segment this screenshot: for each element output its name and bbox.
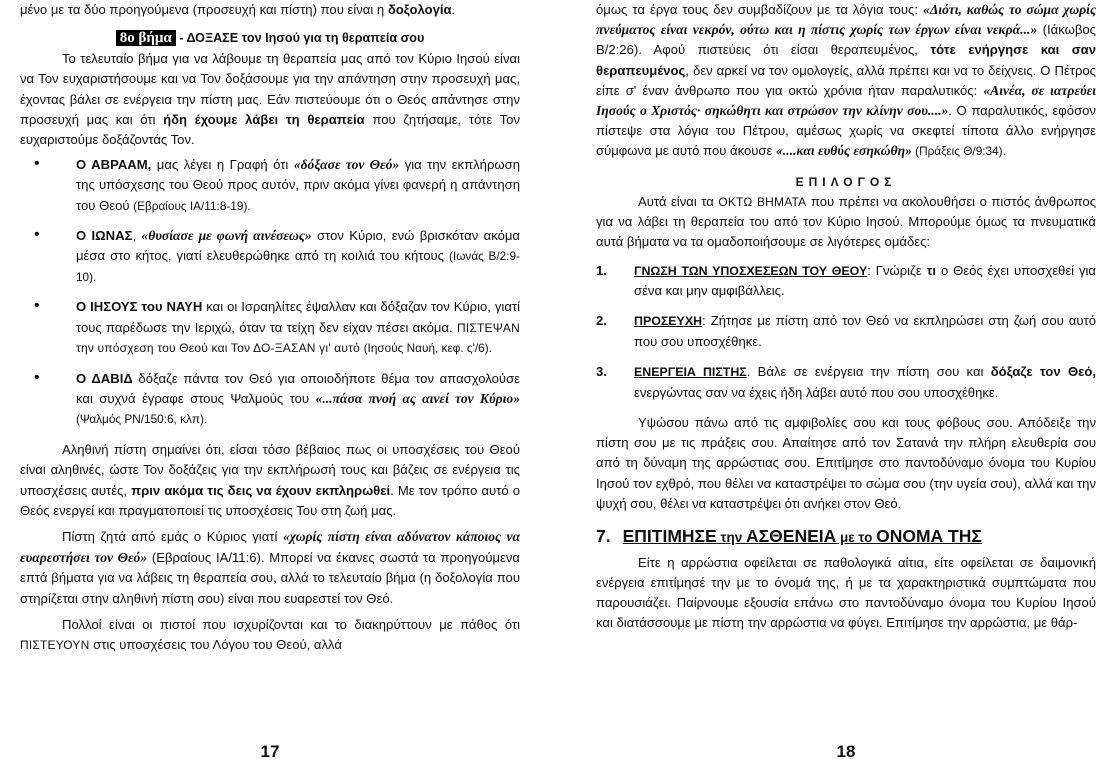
bullet-icon: • <box>34 297 40 315</box>
step-tag: 8ο βήμα <box>116 30 176 46</box>
list-item: • Ο ΔΑΒΙΔ δόξαζε πάντα τον Θεό για οποιοδήποτε θέμα τον απασχολούσε και συχνά έγραφε στους Ψαλμούς του «...πάσα πνοή ας αινεί τον Κύριο» (Ψαλμός ΡΝ/150:6, κλπ). <box>34 368 520 427</box>
summary-steps <box>596 261 1096 403</box>
list-item: 2. ΠΡΟΣΕΥΧΗ: Ζήτησε με πίστη από τον Θεό να εκπληρώσει στη ζωή σου αυτό που σου υποσχέθηκε. <box>596 313 1096 349</box>
page-number: 18 <box>836 742 856 761</box>
paragraph: Είτε η αρρώστια οφείλεται σε παθολογικά αίτια, είτε οφείλεται σε δαιμονική ενέργεια επιτίμησέ την με το όνομά της, ή με τα χαρακτηριστικά συμπτώματα που παρουσιάζει. Παίρνουμε εξουσία επάνω στο παντοδύναμο όνομα του Κυρίου Ιησού και διατάσσουμε με πίστη την αρρώστια να φύγει. Επιτίμησε την αρρώστια, με θάρ- <box>596 554 1096 631</box>
paragraph: Αληθινή πίστη σημαίνει ότι, είσαι τόσο βέβαιος πως οι υποσχέσεις του Θεού είναι αληθινές, ώστε Τον δοξάζεις για την εκπλήρωσή τους και βάζεις σε ενέργεια τις υποσχέσεις αυτές, πριν ακόμα τις δεις να έχουν εκπληρωθεί. Με τον τρόπο αυτό ο Θεός ενεργεί και πραγματοποιεί τις υποσχέσεις Του στη ζωή μας. <box>20 441 521 518</box>
right-page <box>596 0 1096 772</box>
paragraph: Το τελευταίο βήμα για να λάβουμε τη θεραπεία μας από τον Κύριο Ιησού είναι να Τον ευχαριστήσουμε και να Τον δοξάσουμε για την απάντηση στην προσευχή μας, έχοντας βάλει σε ενέργεια την πίστη μας. Εάν πιστεύουμε ότι ο Θεός απάντησε στην προσευχή μας και ότι ήδη έχουμε λάβει τη θεραπεία που ζητήσαμε, τότε Τον ευχαριστούμε δοξάζοντάς Τον. <box>20 50 520 148</box>
epilogue-heading: ΕΠΙΛΟΓΟΣ <box>795 174 897 189</box>
left-page <box>20 0 520 772</box>
paragraph: Αυτά είναι τα ΟΚΤΩ ΒΗΜΑΤΑ που πρέπει να ακολουθήσει ο πιστός άνθρωπος για να λάβει τη θεραπεία του από τον Κύριο Ιησού. Μπορούμε όμως τα πνευματικά αυτά βήματα να τα ομαδοποιήσουμε σε λιγότερες ομάδες: <box>596 194 1097 250</box>
section-heading: 7. ΕΠΙΤΙΜΗΣΕ την ΑΣΘΕΝΕΙΑ με το ΟΝΟΜΑ ΤΗΣ <box>596 526 982 547</box>
list-item: • Ο ΙΩΝΑΣ, «θυσίασε με φωνή αινέσεως» στον Κύριο, ενώ βρισκόταν ακόμα μέσα στο κήτος, γιατί ελευθερώθηκε από τη κοιλιά του κήτους (Ιωνάς Β/2:9-10). <box>34 226 520 284</box>
list-item: 1. ΓΝΩΣΗ ΤΩΝ ΥΠΟΣΧΕΣΕΩΝ ΤΟΥ ΘΕΟΥ: Γνώριζε τι ο Θεός έχει υποσχεθεί για σένα και μην αμφιβάλλεις. <box>596 262 1096 299</box>
bullet-icon: • <box>34 368 40 386</box>
bullet-icon: • <box>34 154 40 172</box>
list-item: • Ο ΙΗΣΟΥΣ του ΝΑΥΗ και οι Ισραηλίτες έψαλλαν και δόξαζαν τον Κύριο, γιατί τους παρέδωσε την Ιεριχώ, όταν τα τείχη δεν είχαν πέσει ακόμα. ΠΙΣΤΕΨΑΝ την υπόσχεση του Θεού και Τον ΔΟ-ΞΑΣΑΝ γι' αυτό (Ιησούς Ναυή, κεφ. ς'/6). <box>34 297 520 356</box>
paragraph: Πίστη ζητά από εμάς ο Κύριος γιατί «χωρίς πίστη είναι αδύνατον κάποιος να ευαρεστήσει τον Θεό» (Εβραίους ΙΑ/11:6). Μπορεί να έκανες σωστά τα προηγούμενα επτά βήματα για να λάβεις τη θεραπεία σου, αλλά το τελευταίο βήμα (η δοξολογία που στηρίζεται στην αληθινή πίστη σου) είναι που ευαρεστεί τον Θεό. <box>20 529 521 606</box>
paragraph: Πολλοί είναι οι πιστοί που ισχυρίζονται και το διακηρύττουν με πάθος ότι ΠΙΣΤΕΥΟΥΝ στις υποσχέσεις του Λόγου του Θεού, αλλά <box>20 616 520 653</box>
paragraph-continuation: μένο με τα δύο προηγούμενα (προσευχή και πίστη) που είναι η δοξολογία. <box>20 2 456 17</box>
list-item: • Ο ΑΒΡΑΑΜ, μας λέγει η Γραφή ότι «δόξασε τον Θεό» για την εκπλήρωση της υπόσχεσης του Θεού προς αυτόν, πριν ακόμα γίνει φανερή η απάντηση του Θεού (Εβραίους ΙΑ/11:8-19). <box>34 154 520 213</box>
paragraph: Υψώσου πάνω από τις αμφιβολίες σου και τους φόβους σου. Απόδειξε την πίστη σου με τις πράξεις σου. Απαίτησε από τον Σατανά την πλήρη ελευθερία σου από τη δύναμη της αρρώστιας σου. Επιτίμησε στο παντοδύναμο όνομα του Κυρίου Ιησού τον εχθρό, που θέλει να καταστρέψει το σώμα σου (την υγεία σου), αλλά και την ψυχή σου, θέλει να καταστρέψει ότι ανήκει στον Θεό. <box>596 415 1096 511</box>
paragraph: όμως τα έργα τους δεν συμβαδίζουν με τα λόγια τους: «Διότι, καθώς το σώμα χωρίς πνεύματος είναι νεκρόν, ούτω και η πίστις χωρίς των έργων είναι νεκρά...» (Ιάκωβος Β/2:26). Αφού πιστεύεις ότι είσαι θεραπευμένος, τότε ενήργησε και σαν θεραπευμένος, δεν αρκεί να τον ομολογείς, αλλά πρέπει και να το δείχνεις. Ο Πέτρος είπε σ' έναν άνθρωπο που για οκτώ χρόνια ήταν παραλυτικός: «Αινέα, σε ιατρεύει Ιησούς ο Χριστός· σηκώθητι και στρώσον την κλίνην σου....». Ο παραλυτικός, εφόσον πίστεψε στα λόγια του Πέτρου, αμέσως χωρίς να σκεφτεί τίποτα άλλο ενήργησε σύμφωνα με αυτό που άκουσε «....και ευθύς εσηκώθη» (Πράξεις Θ/9:34). <box>596 2 1096 159</box>
page-number: 17 <box>260 742 280 761</box>
step-title: - ΔΟΞΑΣΕ τον Ιησού για τη θεραπεία σου <box>175 31 425 46</box>
list-item: 3. ΕΝΕΡΓΕΙΑ ΠΙΣΤΗΣ. Βάλε σε ενέργεια την πίστη σου και δόξαζε τον Θεό, ενεργώντας σαν να έχεις ήδη λάβει αυτό που σου υποσχέθηκε. <box>596 364 1096 400</box>
bullet-icon: • <box>34 226 40 244</box>
step-heading <box>20 28 520 48</box>
examples-list <box>20 155 520 430</box>
